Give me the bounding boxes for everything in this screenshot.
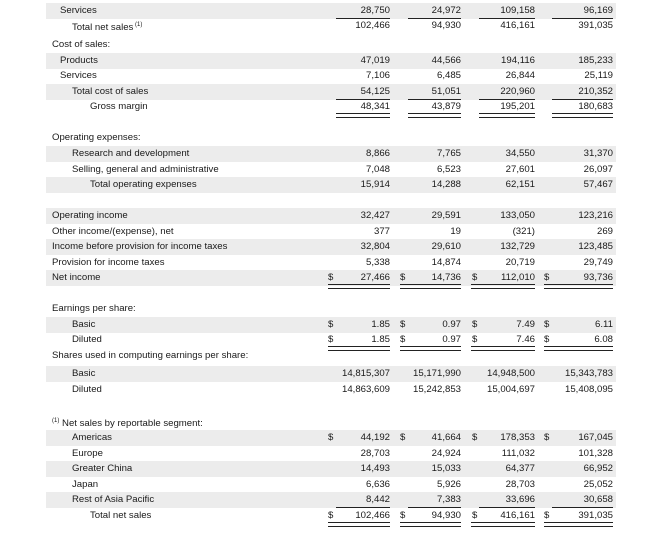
value-cell: 109,158 — [500, 5, 535, 16]
value-cell: 14,948,500 — [486, 368, 535, 379]
row-label-text: Europe — [72, 448, 103, 459]
value-cell: 6,523 — [436, 164, 461, 175]
double-total-rule — [471, 522, 535, 527]
value-cell: 6.11 — [595, 319, 613, 330]
value-cell: 44,192 — [360, 432, 390, 443]
table-row — [46, 461, 616, 477]
value-cell: 94,930 — [431, 20, 461, 31]
value-cell: 180,683 — [578, 101, 613, 112]
value-cell: 14,493 — [360, 463, 390, 474]
value-cell: 195,201 — [500, 101, 535, 112]
row-label — [72, 18, 142, 34]
value-cell: 27,466 — [360, 272, 390, 283]
value-cell: 102,466 — [355, 20, 390, 31]
table-row — [46, 146, 616, 162]
value-cell: 377 — [373, 226, 390, 237]
value-cell: 416,161 — [500, 20, 535, 31]
value-cell: 15,408,095 — [564, 384, 613, 395]
currency-symbol: $ — [400, 319, 406, 330]
row-label — [60, 3, 97, 19]
currency-symbol: $ — [400, 510, 406, 521]
currency-symbol: $ — [472, 432, 478, 443]
value-cell: 1.85 — [371, 334, 390, 345]
table-row — [46, 430, 616, 446]
row-label — [60, 68, 97, 84]
value-cell: 178,353 — [500, 432, 535, 443]
value-cell: 133,050 — [500, 210, 535, 221]
value-cell: 66,952 — [583, 463, 613, 474]
row-label — [52, 208, 128, 224]
currency-symbol: $ — [400, 334, 406, 345]
table-row — [46, 348, 616, 364]
value-cell: 20,719 — [505, 257, 535, 268]
value-cell: 33,696 — [505, 494, 535, 505]
double-total-rule — [552, 113, 613, 118]
value-cell: 6,485 — [436, 70, 461, 81]
table-row — [46, 382, 616, 398]
row-label — [52, 414, 203, 430]
double-total-rule — [479, 113, 535, 118]
table-row — [46, 18, 616, 34]
value-cell: 34,550 — [505, 148, 535, 159]
row-label-text: Gross margin — [90, 101, 148, 112]
value-cell: 7.46 — [516, 334, 535, 345]
table-row — [46, 255, 616, 271]
currency-symbol: $ — [472, 272, 478, 283]
value-cell: 24,924 — [431, 448, 461, 459]
row-label — [90, 99, 148, 115]
value-cell: 28,703 — [360, 448, 390, 459]
row-label-text: Basic — [72, 319, 96, 330]
row-label — [52, 130, 141, 146]
double-total-rule — [400, 522, 461, 527]
row-label — [90, 508, 151, 524]
row-label-text: Services — [60, 5, 97, 16]
value-cell: 26,097 — [583, 164, 613, 175]
double-total-rule — [544, 284, 613, 289]
value-cell: 0.97 — [442, 319, 461, 330]
row-label-text: Americas — [72, 432, 112, 443]
row-label-text: Research and development — [72, 148, 190, 159]
value-cell: 7.49 — [516, 319, 535, 330]
double-total-rule — [544, 522, 613, 527]
table-row — [46, 53, 616, 69]
value-cell: 123,485 — [578, 241, 613, 252]
value-cell: 41,664 — [431, 432, 461, 443]
row-label — [72, 382, 102, 398]
value-cell: 7,383 — [436, 494, 461, 505]
table-row — [46, 130, 616, 146]
row-label-text: Cost of sales: — [52, 39, 111, 50]
row-label — [52, 255, 165, 271]
row-label — [72, 162, 219, 178]
value-cell: 101,328 — [578, 448, 613, 459]
row-label — [72, 430, 112, 446]
table-row — [46, 162, 616, 178]
currency-symbol: $ — [472, 319, 478, 330]
row-label-text: Services — [60, 70, 97, 81]
row-label — [52, 239, 227, 255]
row-label — [90, 177, 197, 193]
value-cell: 0.97 — [442, 334, 461, 345]
row-label-text: Products — [60, 55, 98, 66]
value-cell: 27,601 — [505, 164, 535, 175]
row-label-text: Earnings per share: — [52, 303, 136, 314]
row-label — [72, 492, 154, 508]
row-label — [72, 332, 102, 348]
row-label-text: Net sales by reportable segment: — [59, 418, 203, 430]
currency-symbol: $ — [544, 334, 550, 345]
value-cell: 15,343,783 — [564, 368, 613, 379]
value-cell: 194,116 — [501, 55, 535, 66]
table-row — [46, 301, 616, 317]
row-label — [72, 477, 98, 493]
double-total-rule — [408, 113, 461, 118]
row-label-text: Operating income — [52, 210, 128, 221]
value-cell: 14,874 — [431, 257, 461, 268]
value-cell: 7,765 — [436, 148, 461, 159]
footnote-marker: (1) — [133, 22, 143, 28]
currency-symbol: $ — [328, 510, 334, 521]
value-cell: 28,703 — [505, 479, 535, 490]
currency-symbol: $ — [400, 432, 406, 443]
value-cell: 28,750 — [360, 5, 390, 16]
value-cell: 8,442 — [365, 494, 390, 505]
value-cell: (321) — [512, 226, 535, 237]
value-cell: 47,019 — [360, 55, 390, 66]
value-cell: 32,804 — [360, 241, 390, 252]
value-cell: 5,338 — [365, 257, 390, 268]
value-cell: 54,125 — [360, 86, 390, 97]
double-total-rule — [328, 522, 390, 527]
row-label-text: Total net sales — [90, 510, 152, 521]
value-cell: 14,863,609 — [341, 384, 390, 395]
row-label-text: Other income/(expense), net — [52, 226, 174, 237]
row-label-text: Greater China — [72, 463, 133, 474]
value-cell: 167,045 — [578, 432, 613, 443]
row-label — [72, 446, 103, 462]
row-label-text: Operating expenses: — [52, 132, 141, 143]
value-cell: 14,288 — [431, 179, 461, 190]
value-cell: 15,004,697 — [486, 384, 535, 395]
value-cell: 416,161 — [500, 510, 535, 521]
table-row — [46, 37, 616, 53]
row-label-text: Basic — [72, 368, 96, 379]
value-cell: 185,233 — [578, 55, 613, 66]
row-label-text: Diluted — [72, 334, 102, 345]
value-cell: 210,352 — [578, 86, 613, 97]
value-cell: 62,151 — [505, 179, 535, 190]
value-cell: 51,051 — [431, 86, 461, 97]
table-row — [46, 414, 616, 430]
value-cell: 6.08 — [594, 334, 613, 345]
value-cell: 29,610 — [431, 241, 461, 252]
value-cell: 29,591 — [431, 210, 461, 221]
currency-symbol: $ — [328, 272, 334, 283]
row-label — [72, 461, 132, 477]
row-label-text: Total operating expenses — [90, 179, 197, 190]
value-cell: 57,467 — [583, 179, 613, 190]
currency-symbol: $ — [544, 510, 550, 521]
row-label-text: Total net sales — [72, 22, 134, 34]
value-cell: 96,169 — [583, 5, 613, 16]
value-cell: 30,658 — [583, 494, 613, 505]
value-cell: 5,926 — [436, 479, 461, 490]
value-cell: 269 — [596, 226, 613, 237]
row-label-text: Shares used in computing earnings per share: — [52, 350, 249, 361]
value-cell: 24,972 — [431, 5, 461, 16]
row-label — [72, 317, 95, 333]
row-label — [72, 146, 189, 162]
table-row — [46, 208, 616, 224]
row-label-text: Provision for income taxes — [52, 257, 165, 268]
row-label — [72, 366, 95, 382]
row-label — [52, 224, 174, 240]
value-cell: 32,427 — [360, 210, 390, 221]
currency-symbol: $ — [400, 272, 406, 283]
value-cell: 94,930 — [431, 510, 461, 521]
value-cell: 14,815,307 — [341, 368, 390, 379]
value-cell: 48,341 — [360, 101, 390, 112]
row-label — [52, 348, 248, 364]
table-row — [46, 492, 616, 508]
currency-symbol: $ — [328, 432, 334, 443]
double-total-rule — [328, 284, 390, 289]
double-total-rule — [336, 113, 390, 118]
value-cell: 15,242,853 — [412, 384, 461, 395]
value-cell: 25,052 — [583, 479, 613, 490]
value-cell: 391,035 — [578, 510, 613, 521]
table-row — [46, 177, 616, 193]
double-total-rule — [400, 284, 461, 289]
value-cell: 1.85 — [371, 319, 390, 330]
value-cell: 14,736 — [431, 272, 461, 283]
table-row — [46, 84, 616, 100]
row-label — [52, 270, 101, 286]
value-cell: 44,566 — [431, 55, 461, 66]
footnote-marker: (1) — [52, 418, 60, 424]
row-label-text: Rest of Asia Pacific — [72, 494, 155, 505]
row-label-text: Japan — [72, 479, 99, 490]
row-label-text: Selling, general and administrative — [72, 164, 219, 175]
row-label-text: Income before provision for income taxes — [52, 241, 228, 252]
row-label-text: Total cost of sales — [72, 86, 149, 97]
value-cell: 7,048 — [365, 164, 390, 175]
table-row — [46, 224, 616, 240]
table-row — [46, 239, 616, 255]
value-cell: 123,216 — [578, 210, 613, 221]
value-cell: 391,035 — [578, 20, 613, 31]
table-row — [46, 477, 616, 493]
table-row — [46, 68, 616, 84]
row-label — [60, 53, 98, 69]
row-label — [72, 84, 148, 100]
value-cell: 25,119 — [584, 70, 613, 81]
value-cell: 102,466 — [355, 510, 390, 521]
row-label — [52, 37, 110, 53]
currency-symbol: $ — [328, 319, 334, 330]
double-total-rule — [471, 284, 535, 289]
table-row — [46, 366, 616, 382]
value-cell: 8,866 — [365, 148, 390, 159]
currency-symbol: $ — [544, 319, 550, 330]
value-cell: 29,749 — [583, 257, 613, 268]
value-cell: 64,377 — [505, 463, 535, 474]
currency-symbol: $ — [544, 432, 550, 443]
value-cell: 132,729 — [500, 241, 535, 252]
value-cell: 111,032 — [501, 448, 535, 459]
currency-symbol: $ — [472, 510, 478, 521]
table-row — [46, 317, 616, 333]
value-cell: 112,010 — [501, 272, 535, 283]
value-cell: 43,879 — [431, 101, 461, 112]
row-label — [52, 301, 136, 317]
value-cell: 15,171,990 — [412, 368, 461, 379]
value-cell: 6,636 — [365, 479, 390, 490]
value-cell: 7,106 — [365, 70, 390, 81]
currency-symbol: $ — [544, 272, 550, 283]
currency-symbol: $ — [328, 334, 334, 345]
value-cell: 220,960 — [500, 86, 535, 97]
value-cell: 93,736 — [583, 272, 613, 283]
row-label-text: Diluted — [72, 384, 102, 395]
value-cell: 15,914 — [360, 179, 390, 190]
value-cell: 19 — [450, 226, 461, 237]
value-cell: 31,370 — [583, 148, 613, 159]
currency-symbol: $ — [472, 334, 478, 345]
table-row — [46, 3, 616, 19]
value-cell: 26,844 — [505, 70, 535, 81]
value-cell: 15,033 — [431, 463, 461, 474]
table-row — [46, 446, 616, 462]
row-label-text: Net income — [52, 272, 101, 283]
